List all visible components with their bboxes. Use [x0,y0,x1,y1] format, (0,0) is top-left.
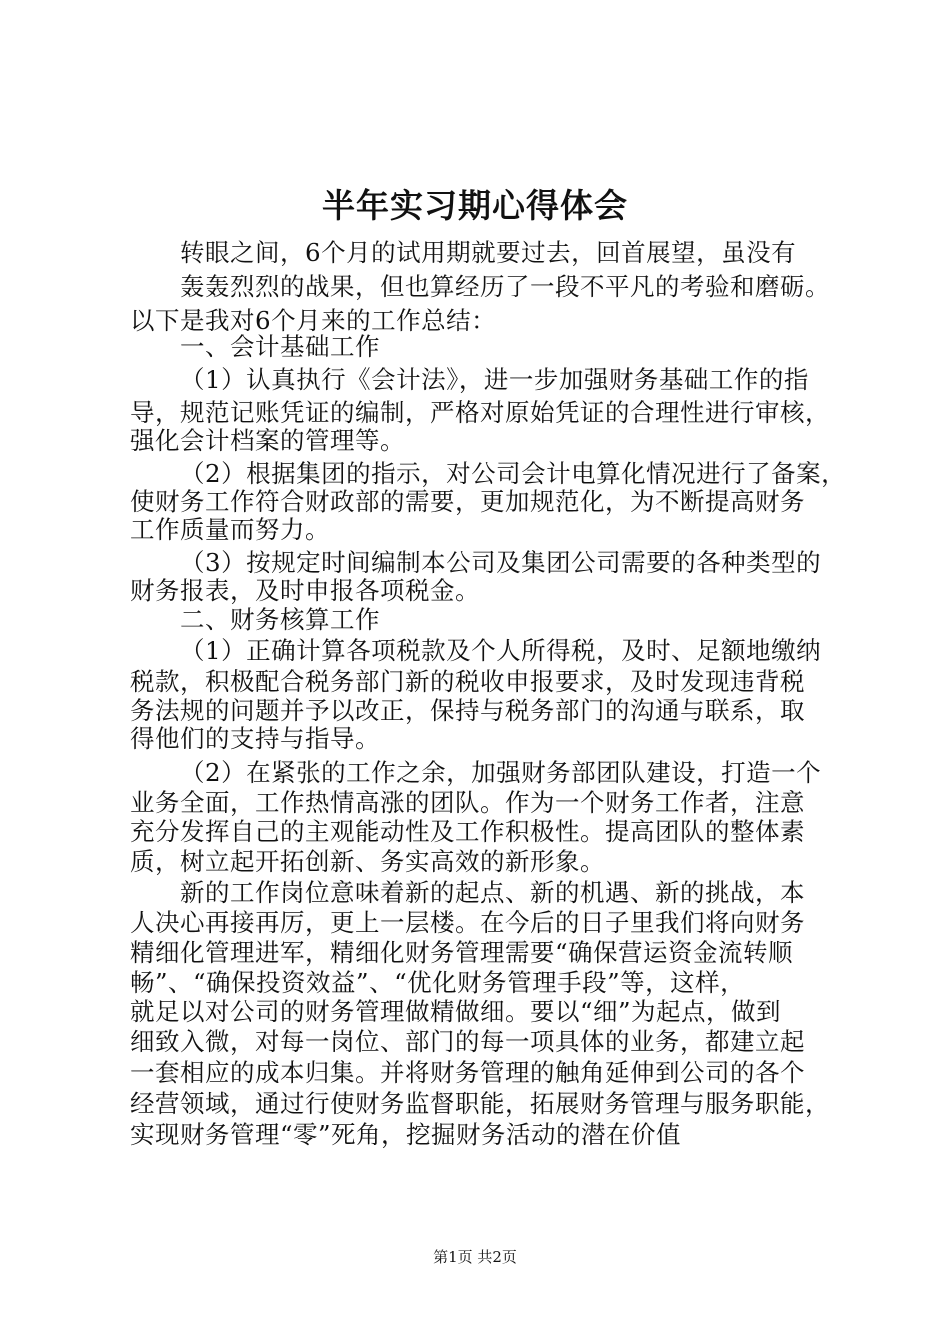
text-line: 得他们的支持与指导。 [130,724,380,753]
text-line: （3）按规定时间编制本公司及集团公司需要的各种类型的 [180,548,822,577]
text-line: 导，规范记账凭证的编制，严格对原始凭证的合理性进行审核， [130,398,830,427]
text-line: （2）根据集团的指示，对公司会计电算化情况进行了备案， [180,459,847,488]
page-footer: 第1页 共2页 [433,1248,517,1266]
text-line: 财务报表，及时申报各项税金。 [130,576,480,605]
text-line: 税款，积极配合税务部门新的税收申报要求，及时发现违背税 [130,667,805,696]
text-line: 一套相应的成本归集。并将财务管理的触角延伸到公司的各个 [130,1058,805,1087]
section-heading: 二、财务核算工作 [180,605,380,634]
text-line: 新的工作岗位意味着新的起点、新的机遇、新的挑战，本 [180,878,805,907]
text-line: 质，树立起开拓创新、务实高效的新形象。 [130,847,605,876]
text-line: 业务全面，工作热情高涨的团队。作为一个财务工作者，注意 [130,788,805,817]
text-line: 务法规的问题并予以改正，保持与税务部门的沟通与联系，取 [130,696,805,725]
text-line: 细致入微，对每一岗位、部门的每一项具体的业务，都建立起 [130,1027,805,1056]
text-line: （1）认真执行《会计法》，进一步加强财务基础工作的指 [180,365,809,394]
text-line: 以下是我对6个月来的工作总结： [130,306,497,335]
text-line: 实现财务管理“零”死角，挖掘财务活动的潜在价值 [130,1120,682,1149]
text-line: 经营领域，通过行使财务监督职能，拓展财务管理与服务职能， [130,1089,830,1118]
text-line: 精细化管理进军，精细化财务管理需要“确保营运资金流转顺 [130,938,794,967]
text-line: 转眼之间，6个月的试用期就要过去，回首展望，虽没有 [180,238,797,267]
text-line: 充分发挥自己的主观能动性及工作积极性。提高团队的整体素 [130,817,805,846]
text-line: 工作质量而努力。 [130,515,330,544]
text-line: 就足以对公司的财务管理做精做细。要以“细”为起点，做到 [130,997,782,1026]
document-title: 半年实习期心得体会 [322,186,628,225]
section-heading: 一、会计基础工作 [180,332,380,361]
text-line: 轰轰烈烈的战果，但也算经历了一段不平凡的考验和磨砺。 [180,272,830,301]
text-line: 使财务工作符合财政部的需要，更加规范化，为不断提高财务 [130,487,805,516]
text-line: 强化会计档案的管理等。 [130,426,405,455]
text-line: （2）在紧张的工作之余，加强财务部团队建设，打造一个 [180,758,822,787]
text-line: 人决心再接再厉，更上一层楼。在今后的日子里我们将向财务 [130,908,805,937]
text-line: 畅”、“确保投资效益”、“优化财务管理手段”等，这样， [130,968,746,997]
text-line: （1）正确计算各项税款及个人所得税，及时、足额地缴纳 [180,636,822,665]
